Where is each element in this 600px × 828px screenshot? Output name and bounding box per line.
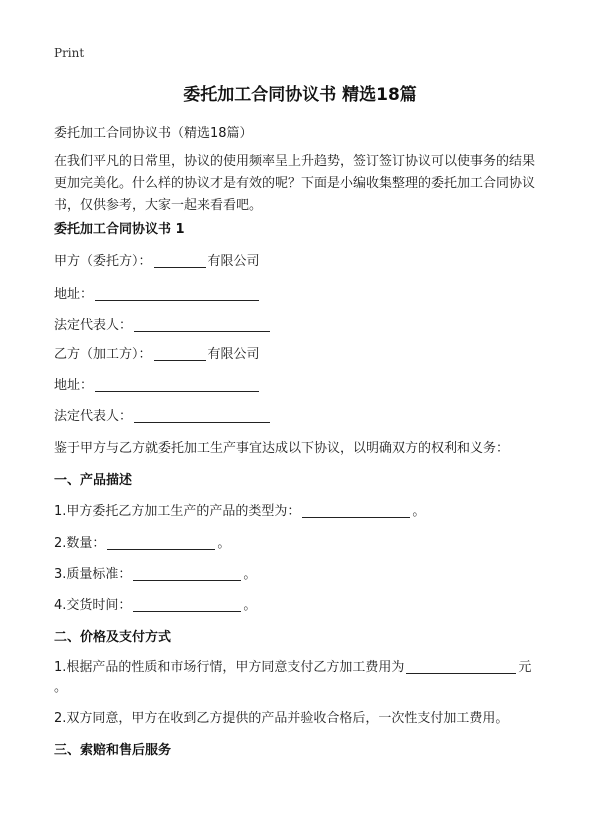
print-link[interactable]: Print xyxy=(54,46,85,60)
item-2-blank xyxy=(107,535,215,550)
agreement-intro: 鉴于甲方与乙方就委托加工生产事宜达成以下协议，以明确双方的权利和义务： xyxy=(54,441,510,456)
party-a-blank xyxy=(154,253,206,268)
item-3-end: 。 xyxy=(243,567,257,582)
party-b-suffix: 有限公司 xyxy=(207,347,260,362)
party-b-line xyxy=(54,343,260,362)
party-a-address-line xyxy=(54,283,261,302)
item-2-label: 2.数量： xyxy=(54,536,106,551)
section-heading: 委托加工合同协议书 1 xyxy=(54,222,185,237)
subtitle: 委托加工合同协议书（精选18篇） xyxy=(54,126,253,141)
payment-item-2: 2.双方同意，甲方在收到乙方提供的产品并验收合格后，一次性支付加工费用。 xyxy=(54,711,509,726)
item-3-label: 3.质量标准： xyxy=(54,567,132,582)
party-a-suffix: 有限公司 xyxy=(207,254,260,269)
item-4-label: 4.交货时间： xyxy=(54,598,132,613)
item-2-line xyxy=(54,532,230,551)
party-b-blank xyxy=(154,346,206,361)
item-3-line xyxy=(54,563,256,582)
intro-paragraph: 在我们平凡的日常里，协议的使用频率呈上升趋势，签订签订协议可以使事务的结果更加完美化。什么样的协议才是有效的呢？下面是小编收集整理的委托加工合同协议书，仅供参考，大家一起来看看吧。 xyxy=(54,154,536,213)
payment-unit: 元 xyxy=(518,660,532,675)
item-3-blank xyxy=(133,566,241,581)
payment-item-1-continuation: 。 xyxy=(54,680,68,695)
section-1-heading: 一、产品描述 xyxy=(54,473,133,488)
item-1-end: 。 xyxy=(412,504,426,519)
party-b-address-line xyxy=(54,374,261,393)
address-blank xyxy=(95,377,259,392)
legal-rep-label: 法定代表人： xyxy=(54,409,133,424)
section-2-heading: 二、价格及支付方式 xyxy=(54,630,172,645)
legal-rep-label: 法定代表人： xyxy=(54,318,133,333)
address-label: 地址： xyxy=(54,287,94,302)
address-label: 地址： xyxy=(54,378,94,393)
payment-amount-blank xyxy=(406,659,516,674)
address-blank xyxy=(95,286,259,301)
payment-item-1-label: 1.根据产品的性质和市场行情，甲方同意支付乙方加工费用为 xyxy=(54,660,405,675)
item-1-label: 1.甲方委托乙方加工生产的产品的类型为： xyxy=(54,504,301,519)
legal-rep-blank xyxy=(134,408,270,423)
party-a-line xyxy=(54,250,260,269)
item-4-blank xyxy=(133,597,241,612)
party-a-label: 甲方（委托方）： xyxy=(54,254,152,269)
party-a-rep-line xyxy=(54,314,272,333)
legal-rep-blank xyxy=(134,317,270,332)
item-1-line xyxy=(54,500,425,519)
item-2-end: 。 xyxy=(217,536,231,551)
party-b-label: 乙方（加工方）： xyxy=(54,347,152,362)
page-title: 委托加工合同协议书 精选18篇 xyxy=(183,85,417,105)
party-b-rep-line xyxy=(54,405,272,424)
section-3-heading: 三、索赔和售后服务 xyxy=(54,743,172,758)
item-1-blank xyxy=(302,503,410,518)
item-4-line xyxy=(54,594,256,613)
item-4-end: 。 xyxy=(243,598,257,613)
payment-item-1-line xyxy=(54,656,531,675)
